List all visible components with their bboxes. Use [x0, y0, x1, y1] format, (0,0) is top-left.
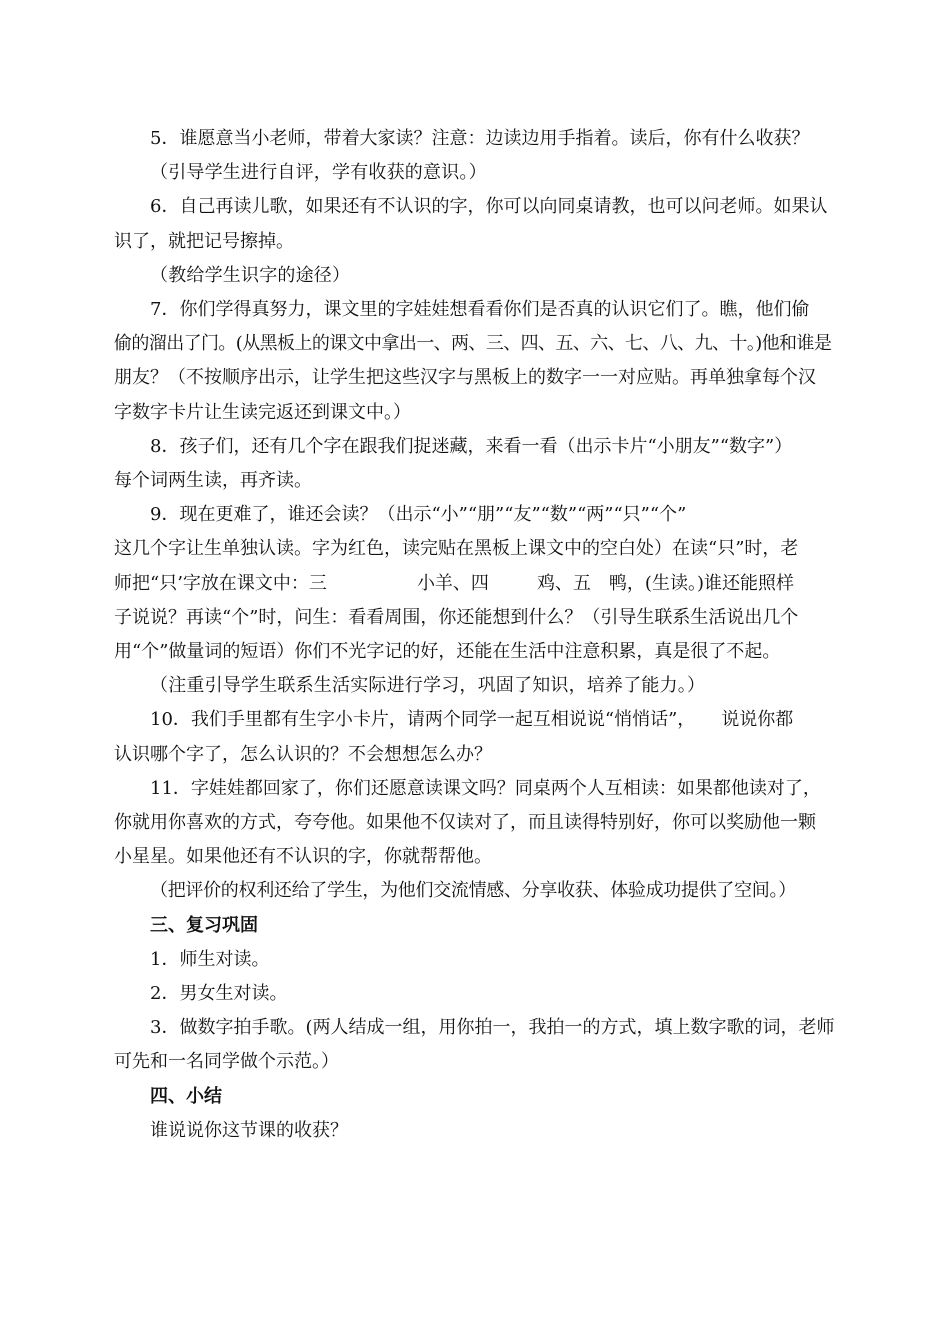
text-line-with-blank: [114, 703, 840, 737]
paragraph-8: [114, 430, 840, 498]
summary-question: [114, 1114, 840, 1148]
text-line: （引导学生进行自评，学有收获的意识。）: [150, 162, 487, 184]
text-line: 小星星。如果他还有不认识的字，你就帮帮他。: [114, 846, 492, 868]
text-line: 偷的溜出了门。(从黑板上的课文中拿出一、两、三、四、五、六、七、八、九、十。)他和谁是: [114, 333, 832, 355]
text-line: 字数字卡片让生读完返还到课文中。）: [114, 401, 411, 423]
text-line: （教给学生识字的途径）: [150, 264, 351, 286]
teaching-note: [114, 156, 840, 190]
text-segment: 10．我们手里都有生字小卡片，请两个同学一起互相说说“悄悄话”，: [150, 709, 696, 731]
text-line: 认识哪个字了，怎么认识的？不会想想怎么办？: [114, 743, 492, 765]
section-heading-review: 三、复习巩固: [150, 914, 258, 936]
text-line: 子说说？再读“个”时，问生：看看周围，你还能想到什么？（引导生联系生活说出几个: [114, 606, 799, 628]
list-item: [114, 943, 840, 977]
text-segment: 说说你都: [721, 709, 794, 731]
text-line: 朋友？（不按顺序出示，让学生把这些汉字与黑板上的数字一一对应贴。再单独拿每个汉: [114, 367, 816, 389]
text-line: 11．字娃娃都回家了，你们还愿意读课文吗？同桌两个人互相读：如果都他读对了，: [150, 777, 821, 799]
paragraph-11: [114, 772, 840, 875]
text-line: 这几个字让生单独认读。字为红色，读完贴在黑板上课文中的空白处）在读“只”时，老: [114, 538, 799, 560]
paragraph-9: [114, 498, 840, 669]
list-item: [114, 977, 840, 1011]
text-segment: 小羊、四: [416, 572, 489, 594]
paragraph-7: [114, 293, 840, 430]
text-line: （把评价的权利还给了学生，为他们交流情感、分享收获、体验成功提供了空间。）: [150, 880, 796, 902]
paragraph-5: [114, 122, 840, 156]
text-line: 你就用你喜欢的方式，夸夸他。如果他不仅读对了，而且读得特别好，你可以奖励他一颗: [114, 812, 816, 834]
text-segment: 鸭，(生读。)谁还能照样: [608, 572, 794, 594]
paragraph-6: [114, 190, 840, 258]
text-segment: 师把“只’字放在课文中：三: [114, 572, 327, 594]
section-heading-summary: 四、小结: [150, 1085, 222, 1107]
text-line-with-blanks: [114, 567, 840, 601]
list-item: [114, 1011, 840, 1079]
teaching-note: [114, 874, 840, 908]
text-line: 谁说说你这节课的收获？: [150, 1119, 348, 1141]
text-line: 9．现在更难了，谁还会读？（出示“小”“朋”“友”“数”“两”“只”“个”: [150, 504, 687, 526]
text-line: 2．男女生对读。: [150, 983, 288, 1005]
text-line: （注重引导学生联系生活实际进行学习，巩固了知识，培养了能力。）: [150, 675, 706, 697]
text-line: 可先和一名同学做个示范。）: [114, 1051, 339, 1073]
text-segment: 鸡、五: [536, 572, 591, 594]
text-line: 用“个”做量词的短语）你们不光字记的好，还能在生活中注意积累，真是很了不起。: [114, 641, 781, 663]
teaching-note: [114, 669, 840, 703]
text-line: 5．谁愿意当小老师，带着大家读？注意：边读边用手指着。读后，你有什么收获？: [150, 128, 810, 149]
text-line: 7．你们学得真努力，课文里的字娃娃想看看你们是否真的认识它们了。瞧，他们偷: [150, 299, 810, 321]
paragraph-10: [114, 703, 840, 771]
text-line: 3．做数字拍手歌。(两人结成一组，用你拍一，我拍一的方式，填上数字歌的词，老师: [150, 1017, 835, 1039]
text-line: 1．师生对读。: [150, 948, 270, 970]
document-page: [114, 122, 840, 1148]
text-line: 8．孩子们，还有几个字在跟我们捉迷藏，来看一看（出示卡片“小朋友”“数字”）: [150, 435, 793, 457]
teaching-note: [114, 259, 840, 293]
text-line: 6．自己再读儿歌，如果还有不认识的字，你可以向同桌请教，也可以问老师。如果认: [150, 196, 828, 218]
text-line: 每个词两生读，再齐读。: [114, 470, 312, 492]
text-line: 识了，就把记号擦掉。: [114, 230, 294, 252]
